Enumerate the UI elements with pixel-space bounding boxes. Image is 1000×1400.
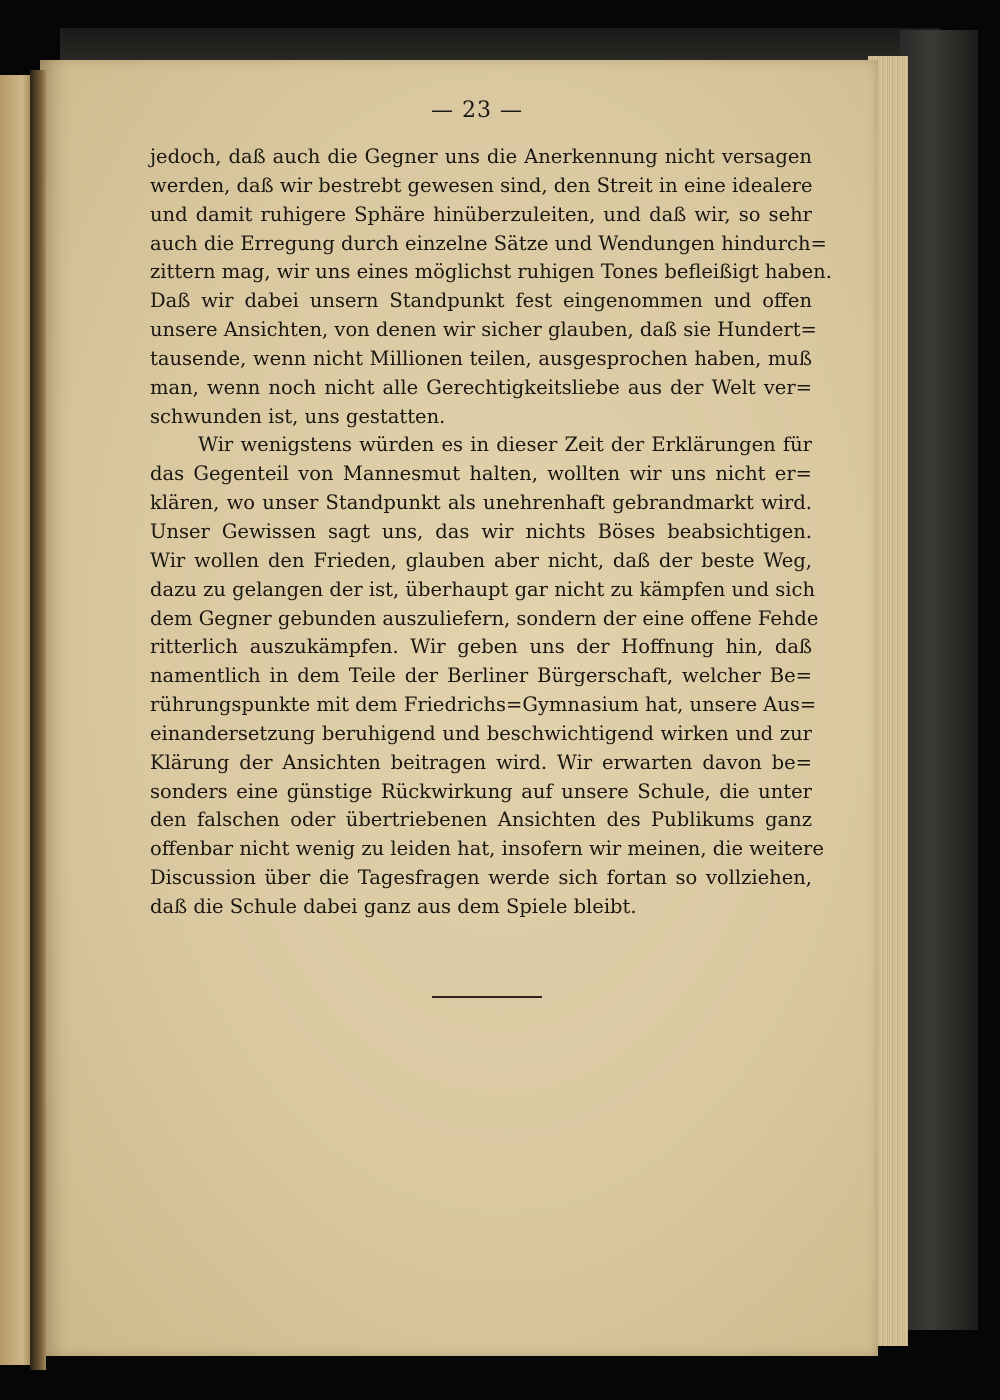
page-number: — 23 — xyxy=(431,98,523,123)
facing-page-edge xyxy=(0,75,32,1365)
text-line: namentlich in dem Teile der Berliner Bürgerschaft, welcher Be= xyxy=(150,664,812,688)
text-line: auch die Erregung durch einzelne Sätze und Wendungen hindurch= xyxy=(150,231,827,255)
text-line: dem Gegner gebunden auszuliefern, sondern der eine offene Fehde xyxy=(150,606,819,630)
text-line: zittern mag, wir uns eines möglichst ruhigen Tones befleißigt haben. xyxy=(150,260,832,284)
text-line: einandersetzung beruhigend und beschwichtigend wirken und zur xyxy=(150,721,812,745)
text-line: unsere Ansichten, von denen wir sicher glauben, daß sie Hundert= xyxy=(150,318,817,342)
text-line: jedoch, daß auch die Gegner uns die Anerkennung nicht versagen xyxy=(150,145,812,168)
text-line: man, wenn noch nicht alle Gerechtigkeitsliebe aus der Welt ver= xyxy=(150,375,812,399)
text-line: Wir wollen den Frieden, glauben aber nicht, daß der beste Weg, xyxy=(150,548,812,572)
text-line: Discussion über die Tagesfragen werde sich fortan so vollziehen, xyxy=(150,866,812,890)
book-cover-top xyxy=(60,28,940,62)
text-line: und damit ruhigere Sphäre hinüberzuleiten, und daß wir, so sehr xyxy=(150,202,812,226)
text-line: dazu zu gelangen der ist, überhaupt gar nicht zu kämpfen und sich xyxy=(150,577,815,601)
text-line: klären, wo unser Standpunkt als unehrenhaft gebrandmarkt wird. xyxy=(150,491,812,515)
text-line: werden, daß wir bestrebt gewesen sind, den Streit in eine idealere xyxy=(150,173,813,197)
text-line: offenbar nicht wenig zu leiden hat, insofern wir meinen, die weitere xyxy=(150,837,824,861)
text-line: Klärung der Ansichten beitragen wird. Wir erwarten davon be= xyxy=(150,750,812,774)
text-line: rührungspunkte mit dem Friedrichs=Gymnasium hat, unsere Aus= xyxy=(150,693,817,717)
book-cover-right xyxy=(900,30,978,1330)
book-gutter xyxy=(30,70,46,1370)
text-line: sonders eine günstige Rückwirkung auf unsere Schule, die unter xyxy=(150,779,812,803)
text-line: Unser Gewissen sagt uns, das wir nichts Böses beabsichtigen. xyxy=(150,519,812,543)
text-line: das Gegenteil von Mannesmut halten, wollten wir uns nicht er= xyxy=(150,462,812,486)
text-line: daß die Schule dabei ganz aus dem Spiele bleibt. xyxy=(150,894,637,918)
text-line: tausende, wenn nicht Millionen teilen, ausgesprochen haben, muß xyxy=(150,346,812,370)
text-line: Daß wir dabei unsern Standpunkt fest eingenommen und offen xyxy=(150,289,812,313)
text-line: ritterlich auszukämpfen. Wir geben uns der Hoffnung hin, daß xyxy=(150,635,812,659)
body-text xyxy=(150,143,832,922)
text-line: schwunden ist, uns gestatten. xyxy=(150,404,446,428)
text-line: den falschen oder übertriebenen Ansichten des Publikums ganz xyxy=(150,808,812,832)
text-line: Wir wenigstens würden es in dieser Zeit der Erklärungen für xyxy=(198,433,812,457)
section-end-rule xyxy=(432,996,542,998)
